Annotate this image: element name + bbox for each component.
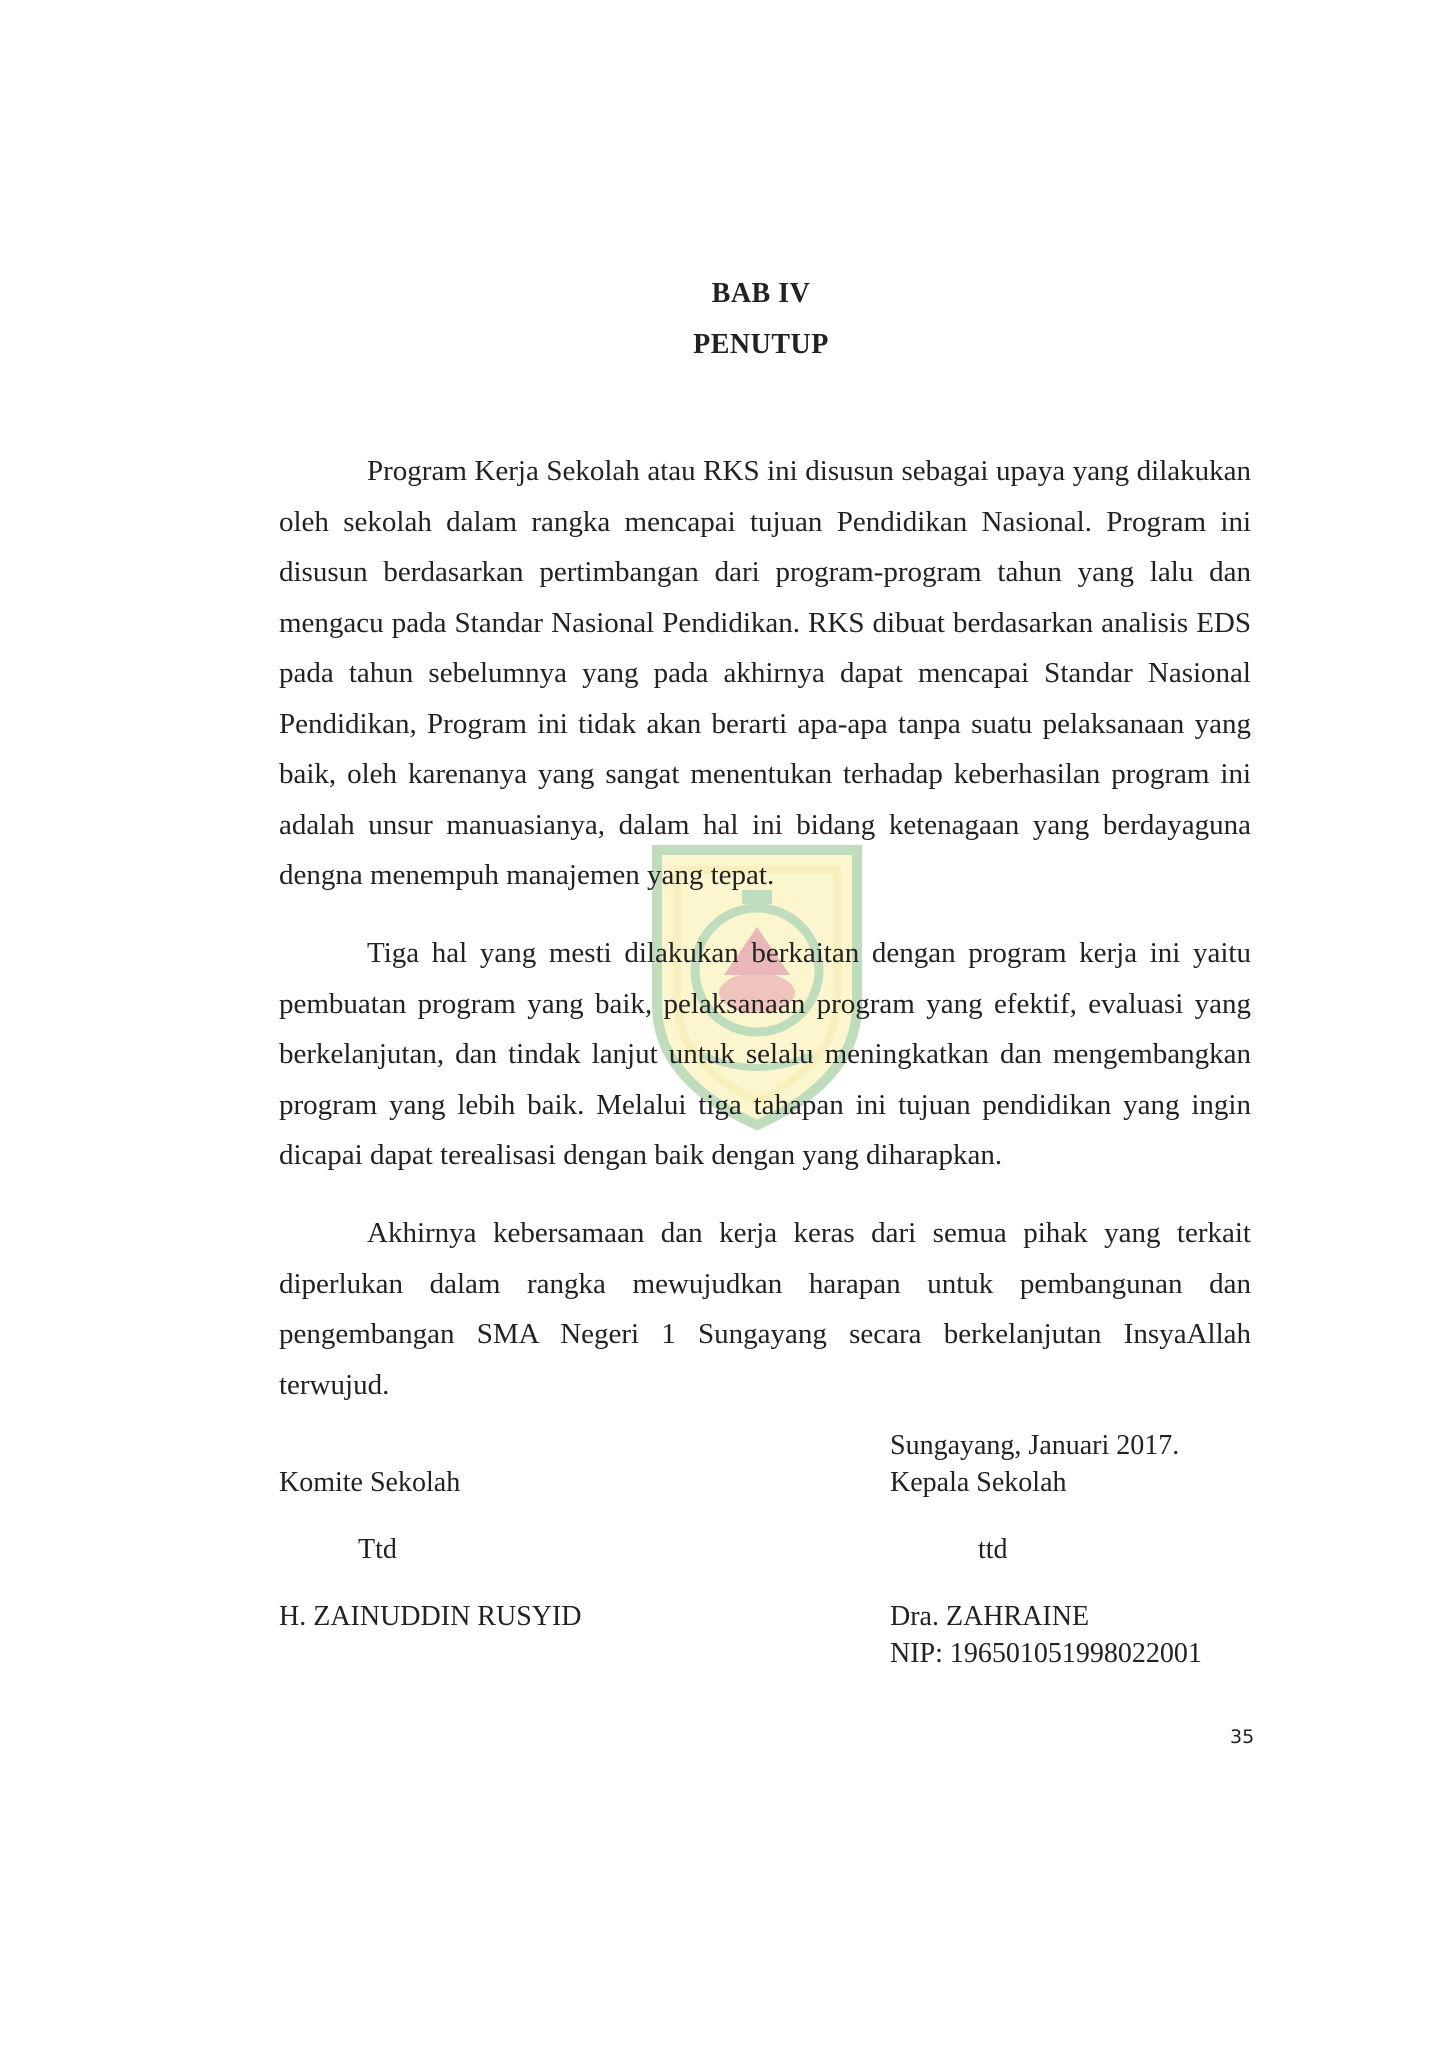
- paragraph: Program Kerja Sekolah atau RKS ini disusun sebagai upaya yang dilakukan oleh sekolah dalam rangka mencapai tujuan Pendidikan Nasional. Program ini disusun berdasarkan pertimbangan dari program-program tahun yang lalu dan mengacu pada Standar Nasional Pendidikan. RKS dibuat berdasarkan analisis EDS pada tahun sebelumnya yang pada akhirnya dapat mencapai Standar Nasional Pendidikan, Program ini tidak akan berarti apa-apa tanpa suatu pelaksanaan yang baik, oleh karenanya yang sangat menentukan terhadap keberhasilan program ini adalah unsur manuasianya, dalam hal ini bidang ketenagaan yang berdayaguna dengna menempuh manajemen yang tepat.: [279, 455, 1251, 891]
- left-signatory-name: H. ZAINUDDIN RUSYID: [279, 1601, 582, 1632]
- left-signatory-role: Komite Sekolah: [279, 1467, 461, 1498]
- paragraph-2-block: [279, 928, 1251, 1181]
- chapter-number: BAB IV: [711, 278, 811, 309]
- paragraph-3-block: [279, 1208, 1251, 1410]
- paragraph-1-block: [279, 446, 1251, 901]
- right-signatory-role: Kepala Sekolah: [890, 1467, 1067, 1498]
- place-date: Sungayang, Januari 2017.: [890, 1430, 1180, 1461]
- right-signatory-name: Dra. ZAHRAINE: [890, 1601, 1090, 1632]
- right-signatory-nip: NIP: 196501051998022001: [890, 1638, 1202, 1669]
- paragraph: Akhirnya kebersamaan dan kerja keras dari semua pihak yang terkait diperlukan dalam rangka mewujudkan harapan untuk pembangunan dan pengembangan SMA Negeri 1 Sungayang secara berkelanjutan InsyaAllah terwujud.: [279, 1217, 1251, 1401]
- page-number: 35: [1230, 1726, 1255, 1748]
- right-signature-mark: ttd: [978, 1534, 1008, 1565]
- left-signature-mark: Ttd: [358, 1534, 397, 1565]
- paragraph: Tiga hal yang mesti dilakukan berkaitan dengan program kerja ini yaitu pembuatan program yang baik, pelaksanaan program yang efektif, evaluasi yang berkelanjutan, dan tindak lanjut untuk selalu meningkatkan dan mengembangkan program yang lebih baik. Melalui tiga tahapan ini tujuan pendidikan yang ingin dicapai dapat terealisasi dengan baik dengan yang diharapkan.: [279, 937, 1251, 1171]
- chapter-title: PENUTUP: [693, 329, 829, 360]
